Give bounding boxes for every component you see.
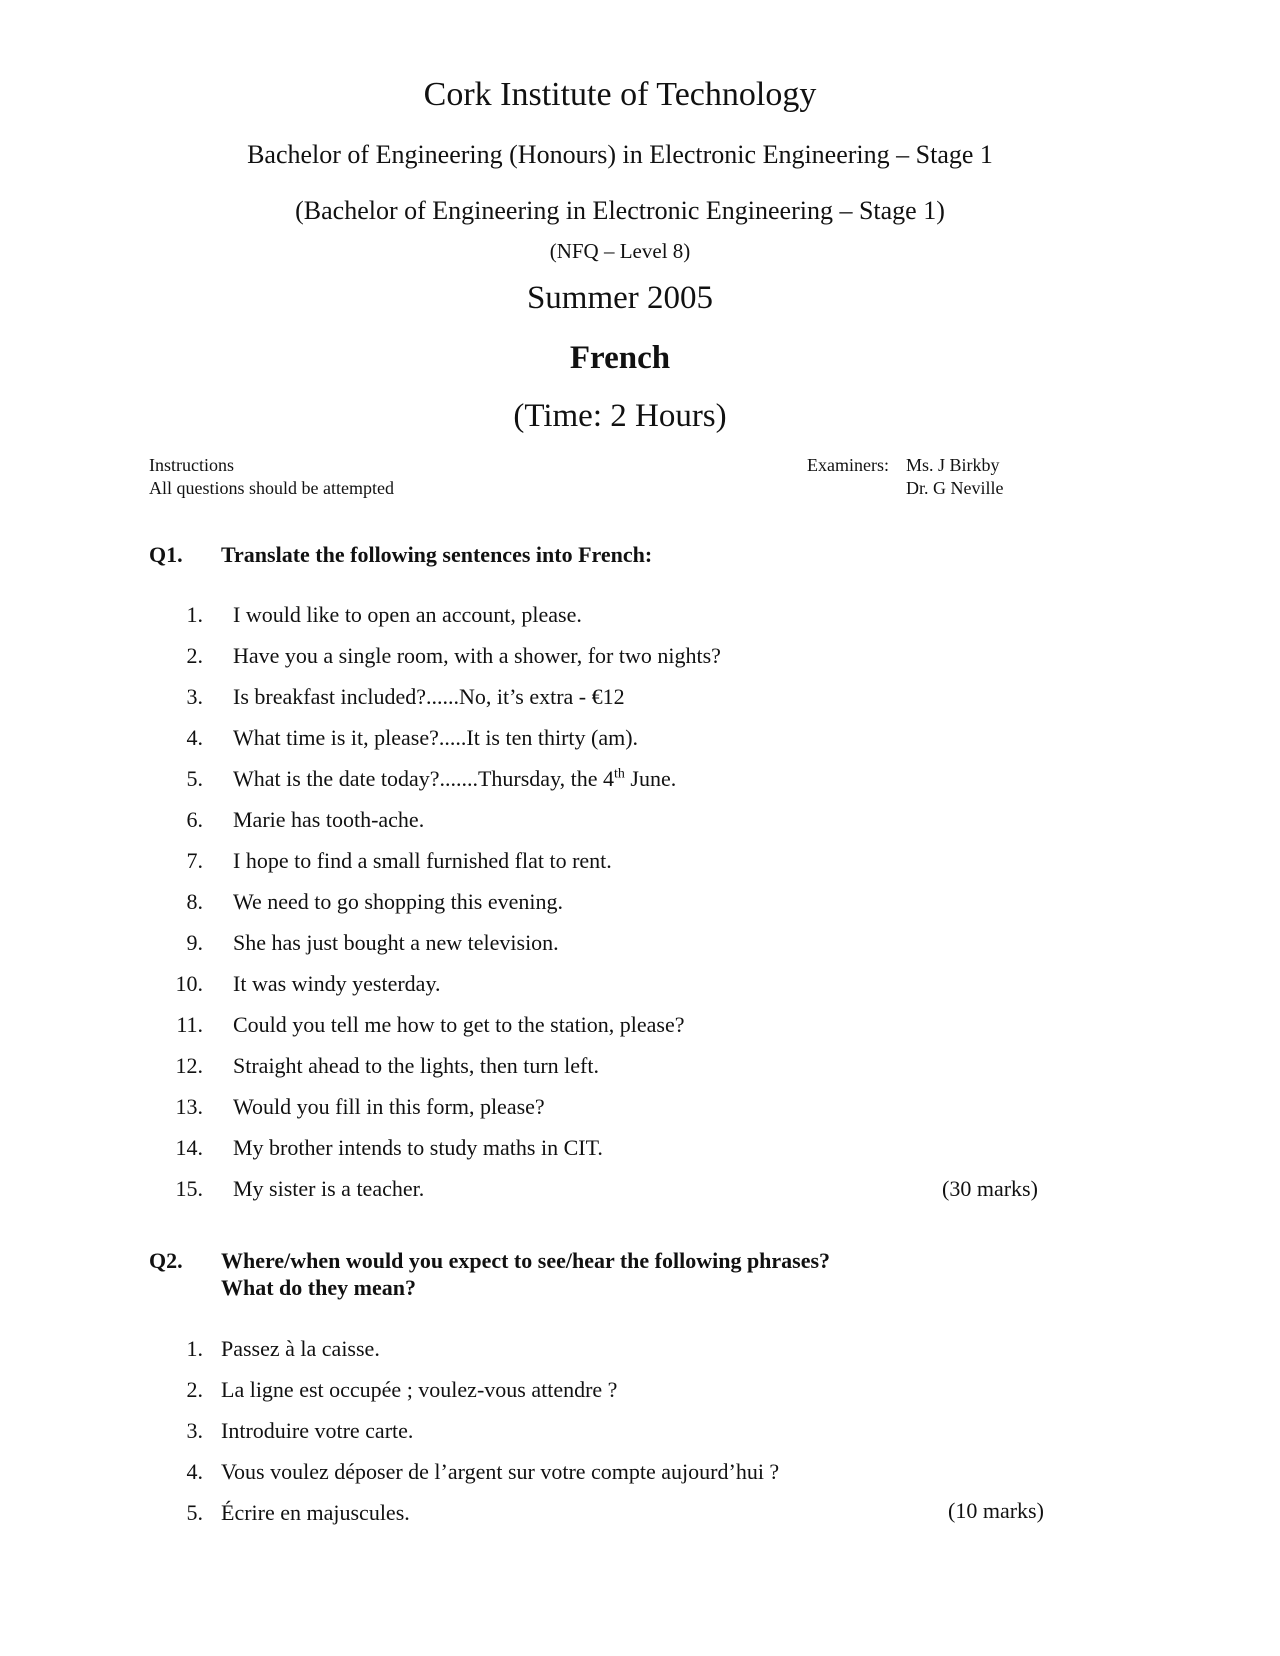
q2-number: Q2. bbox=[149, 1248, 183, 1273]
q2-marks: (10 marks) bbox=[948, 1498, 1044, 1523]
list-item: 1. Passez à la caisse. bbox=[186, 1336, 380, 1361]
degree-title: Bachelor of Engineering (Honours) in Electronic Engineering – Stage 1 bbox=[247, 140, 993, 169]
list-item: 10. It was windy yesterday. bbox=[175, 971, 441, 996]
list-item: 2. La ligne est occupée ; voulez-vous attendre ? bbox=[186, 1377, 618, 1402]
examiner-name: Dr. G Neville bbox=[906, 478, 1004, 498]
list-item: 3. Introduire votre carte. bbox=[186, 1418, 414, 1443]
list-item: 11. Could you tell me how to get to the station, please? bbox=[176, 1012, 685, 1037]
list-item: 8. We need to go shopping this evening. bbox=[186, 889, 564, 914]
q1-prompt: Translate the following sentences into French: bbox=[221, 542, 653, 567]
q1-list bbox=[163, 602, 1063, 1217]
examiner-name: Ms. J Birkby bbox=[906, 455, 1000, 475]
list-item: 13. Would you fill in this form, please? bbox=[175, 1094, 545, 1119]
list-item: 6. Marie has tooth-ache. bbox=[186, 807, 425, 832]
list-item: 5. What is the date today?.......Thursday, the 4th June. bbox=[186, 766, 677, 791]
exam-session: Summer 2005 bbox=[526, 280, 714, 316]
list-item: 12. Straight ahead to the lights, then turn left. bbox=[175, 1053, 599, 1078]
list-item: 1. I would like to open an account, please. bbox=[186, 602, 582, 627]
q2-prompt-line1: Where/when would you expect to see/hear the following phrases? bbox=[221, 1248, 831, 1273]
instructions-text: All questions should be attempted bbox=[149, 478, 394, 498]
q1-number: Q1. bbox=[149, 542, 183, 567]
list-item: 4. What time is it, please?.....It is ten thirty (am). bbox=[186, 725, 639, 750]
list-item: 15. My sister is a teacher. bbox=[175, 1176, 425, 1201]
q2-list bbox=[163, 1336, 1063, 1541]
list-item: 14. My brother intends to study maths in CIT. bbox=[175, 1135, 603, 1160]
list-item: 9. She has just bought a new television. bbox=[186, 930, 559, 955]
exam-duration: (Time: 2 Hours) bbox=[513, 398, 727, 434]
nfq-level: (NFQ – Level 8) bbox=[549, 239, 691, 263]
q1-marks: (30 marks) bbox=[942, 1176, 1038, 1201]
institution-title: Cork Institute of Technology bbox=[423, 76, 817, 113]
examiners-label: Examiners: bbox=[807, 455, 889, 475]
list-item: 4. Vous voulez déposer de l’argent sur votre compte aujourd’hui ? bbox=[186, 1459, 780, 1484]
list-item: 7. I hope to find a small furnished flat to rent. bbox=[186, 848, 612, 873]
instructions-label: Instructions bbox=[149, 455, 234, 475]
list-item: 3. Is breakfast included?......No, it’s extra - €12 bbox=[186, 684, 625, 709]
list-item: 5. Écrire en majuscules. bbox=[186, 1500, 410, 1525]
degree-alt-title: (Bachelor of Engineering in Electronic Engineering – Stage 1) bbox=[295, 196, 945, 225]
list-item: 2. Have you a single room, with a shower, for two nights? bbox=[186, 643, 721, 668]
subject-title: French bbox=[569, 340, 671, 376]
q2-prompt-line2: What do they mean? bbox=[221, 1275, 416, 1300]
